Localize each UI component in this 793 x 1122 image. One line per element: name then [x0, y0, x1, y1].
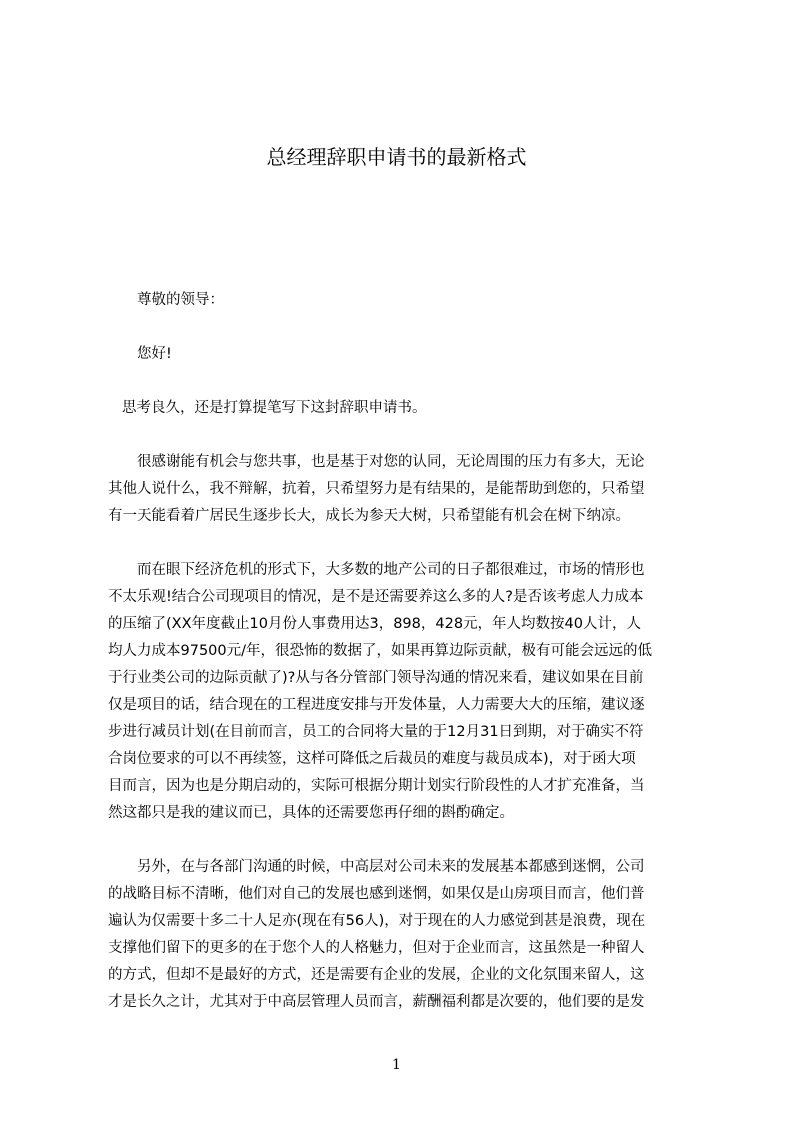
- paragraph-line: 的压缩了(XX年度截止10月份人事费用达3，898，428元，年人均数按40人计，人: [108, 616, 641, 632]
- paragraph-line: 另外，在与各部门沟通的时候，中高层对公司未来的发展基本都感到迷惘，公司: [137, 859, 645, 875]
- salutation: 尊敬的领导：: [137, 292, 224, 308]
- paragraph-line: 步进行减员计划(在目前而言，员工的合同将大量的于12月31日到期，对于确实不符: [108, 724, 644, 740]
- paragraph-line: 然这都只是我的建议而已，具体的还需要您再仔细的斟酌确定。: [108, 805, 514, 821]
- paragraph-line: 的战略目标不清晰，他们对自己的发展也感到迷惘，如果仅是山房项目而言，他们普: [108, 886, 645, 902]
- paragraph-line: 于行业类公司的边际贡献了)?从与各分管部门领导沟通的情况来看，建议如果在目前: [108, 670, 644, 686]
- paragraph-line: 其他人说什么，我不辩解，抗着，只希望努力是有结果的，是能帮助到您的，只希望: [108, 481, 645, 497]
- paragraph-line: 遍认为仅需要十多二十人足亦(现在有56人)，对于现在的人力感觉到甚是浪费，现在: [108, 913, 646, 929]
- paragraph-line: 的方式，但却不是最好的方式，还是需要有企业的发展，企业的文化氛围来留人，这: [108, 967, 645, 983]
- greeting: 您好!: [137, 346, 172, 362]
- paragraph-line: 很感谢能有机会与您共事，也是基于对您的认同，无论周围的压力有多大，无论: [137, 454, 645, 470]
- document-title: 总经理辞职申请书的最新格式: [266, 145, 527, 169]
- paragraph-line: 支撑他们留下的更多的在于您个人的人格魅力，但对于企业而言，这虽然是一种留人: [108, 940, 645, 956]
- paragraph-line: 合岗位要求的可以不再续签，这样可降低之后裁员的难度与裁员成本)，对于函大项: [108, 751, 636, 767]
- paragraph-line: 而在眼下经济危机的形式下，大多数的地产公司的日子都很难过，市场的情形也: [137, 562, 645, 578]
- paragraph-line: 有一天能看着广居民生逐步长大，成长为参天大树，只希望能有机会在树下纳凉。: [108, 508, 630, 524]
- paragraph-line: 才是长久之计，尤其对于中高层管理人员而言，薪酬福利都是次要的，他们要的是发: [108, 994, 645, 1010]
- paragraph-line: 不太乐观!结合公司现项目的情况，是不是还需要养这么多的人?是否该考虑人力成本: [108, 589, 644, 605]
- opening-line: 思考良久，还是打算提笔写下这封辞职申请书。: [122, 400, 427, 416]
- page-number: 1: [392, 1057, 401, 1073]
- paragraph-line: 仅是项目的话，结合现在的工程进度安排与开发体量，人力需要大大的压缩，建议逐: [108, 697, 645, 713]
- paragraph-line: 目而言，因为也是分期启动的，实际可根据分期计划实行阶段性的人才扩充准备，当: [108, 778, 645, 794]
- paragraph-line: 均人力成本97500元/年，很恐怖的数据了，如果再算边际贡献，极有可能会远远的低: [108, 643, 653, 659]
